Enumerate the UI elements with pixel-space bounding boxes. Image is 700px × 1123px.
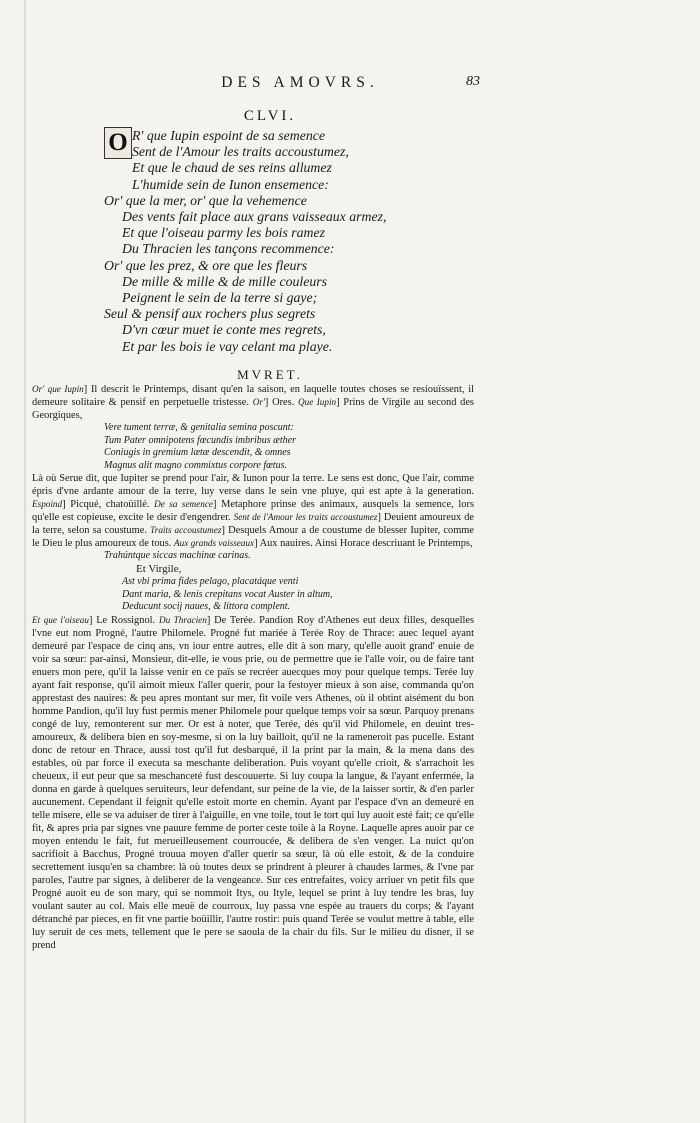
gloss: ] Ores. — [264, 397, 295, 408]
gloss: ] Le Rossignol. — [88, 614, 156, 626]
lemma: Et que l'oiseau — [32, 614, 89, 625]
verse-line: Du Thracien les tançons recommence: — [122, 241, 335, 257]
commentary-paragraph — [32, 614, 474, 952]
gloss: ] Metaphore prinse des animaux, ausquels la semence, lors qu'elle est copieuse, excite le desir d'engendrer. — [32, 499, 474, 524]
quote-line: Tum Pater omnipotens fœcundis imbribus æther — [104, 434, 296, 446]
lemma: Que Iupin — [298, 397, 337, 407]
verse-line: R' que Iupin espoint de sa semence — [132, 128, 325, 143]
quote-line: Deducunt socij naues, & littora complent. — [122, 601, 291, 613]
lemma: De sa semence — [154, 499, 213, 510]
lemma: Or' — [252, 397, 265, 407]
sonnet-number: CLVI. — [243, 108, 297, 124]
et-virgile: Et Virgile, — [136, 562, 182, 575]
verse-line: Seul & pensif aux rochers plus segrets — [104, 306, 316, 322]
quote-line: Ast vbi prima fides pelago, placatáque venti — [122, 575, 299, 587]
verse-line: Et que le chaud de ses reins allumez — [132, 160, 332, 176]
quote-line: Dant maria, & lenis crepitans vocat Auster in altum, — [122, 588, 333, 600]
commentary-title: MVRET. — [237, 367, 303, 382]
latin-quote — [32, 576, 474, 614]
gloss: ] De Terée. Pandion Roy d'Athenes eut deux filles, desquelles l'vne eut nom Progné, l'autre Philomele. Progné fut mariée à Terée Roy de Thrace: auec lequel ayant demeuré par l'espace de cinq ans, vn iour entre autres, elle dit à son mary, qu'elle auoit grand' enuie de voir sa sœur: par-ainsi, Monsieur, dit-elle, ie vous prie, ou de permettre que ie l'alle voir, ou de faire tant enuers mon pere, qu'il la laisse venir en ce païs se recréer auecques moy pour quelque temps. Terée luy ayant fait response, qu'il aimoit mieux l'aller querir, pour la festoyer mieux à son aise, commanda qu'on apprestast des nauires: & peu apres montant sur mer, fit voile vers Athenes, où il obtint aisément du bon homme Pandion, qu'il luy fust permis mener Philomele pour quelque temps voir sa sœur. Parquoy prenans congé de luy, remonterent sur mer. Or est à noter, que Terée, dés qu'il vid Philomele, en deuint tres-amoureux, & delibera bien en soy-mesme, si on la luy bailloit, qu'il ne la rameneroit pas pucelle. Estant donc de retour en Thrace, aussi tost qu'il fut desbarqué, il la print par la main, & la mena dans des estables, où par force il executa sa meschante deliberation. Puis voyant qu'elle crioit, & s'arrachoit les cheueux, il eut peur que sa meschanceté fust descouuerte. Si luy coupa la langue, & l'ayant enfermée, la donna en garde à quelques seruiteurs, leur defendant, sur peine de la vie, de la laisser sortir, & d'en parler aucunement. Cependant il feignit qu'elle estoit morte en chemin. Ayant par l'espace d'vn an demeuré en telle misere, elle se va aduiser de tirer à l'aiguille, en vne toile, tout le tort qui luy auoit esté fait; ce qu'elle fit, & apres pria par signes vne pauure femme de porter ceste toile à la Royne. Laquelle apres auoir par ce moyen entendu le fait, fut merueilleusement courroucée, & delibera de s'en venger. La nuict qu'on sacrifioit à Bacchus, Progné trouua moyen d'aller querir sa sœur, là où elle estoit, & de la conduire secrettement iusqu'en sa chambre: là où toutes deux se prindrent à pleurer à chaudes larmes, & l'vne par paroles, l'autre par signes, à deliberer de la vengeance. Sur ces entrefaites, voicy arriuer vn petit fils que Progné auoit eu de son mary, qui se nommoit Itys, ou Ityle, lequel se print à luy tendre les bras, luy voulant sauter au col. Mais elle meuë de courroux, luy passa vne espée au trauers du corps; & l'ayant détranché par pieces, en fit vne partie boüillir, l'autre rostir: puis quand Terée se voulut mettre à table, elle luy seruit de ces mets, tellement que le pere se saoula de la chair du fils. Sur le milieu du disner, il se prend — [32, 614, 475, 951]
latin-quote — [32, 422, 474, 472]
sonnet-verse — [104, 128, 564, 355]
gloss: Là où Serue dit, que Iupiter se prend pour l'air, & Iunon pour la terre. Le sens est donc, Que l'air, comme épris d'vne ardante amour de la terre, luy verse dans le sein vne pluye, qui est apte à la generation. — [32, 473, 474, 498]
lemma: Or' que Iupin — [32, 384, 84, 394]
running-header: DES AMOVRS. — [221, 74, 379, 91]
lemma: Sent de l'Amour les traits accoustumez — [233, 512, 378, 523]
verse-line: Or' que les prez, & ore que les fleurs — [104, 257, 308, 273]
quote-line: Trahúntque siccas machinæ carinas. — [104, 550, 251, 562]
quote-line: Coniugis in gremium lætæ descendit, & omnes — [104, 447, 291, 459]
verse-line: Sent de l'Amour les traits accoustumez, — [132, 144, 349, 160]
lemma: Traits accoustumez — [150, 525, 222, 536]
verse-line: Des vents fait place aux grans vaisseaux armez, — [122, 209, 387, 225]
gloss: ] Deuient amoureux de la terre, selon sa coustume. — [32, 512, 475, 537]
verse-line: Et que l'oiseau parmy les bois ramez — [122, 225, 325, 241]
verse-line: De mille & mille & de mille couleurs — [122, 273, 327, 289]
verse-line: Or' que la mer, or' que la vehemence — [104, 192, 307, 208]
gloss: ] Desquels Amour a de coustume de blesser Iupiter, comme le Dieu le plus amoureux de tous. — [32, 525, 474, 550]
verse-line: Peignent le sein de la terre si gaye; — [122, 290, 318, 306]
lemma: Aux grands vaisseaux — [174, 538, 255, 549]
drop-cap-initial: O — [104, 127, 132, 159]
quote-line: Magnus alit magno commixtus corpore fœtus. — [104, 459, 287, 471]
gloss: ] Picqué, chatoüillé. — [62, 499, 150, 511]
latin-quote — [32, 550, 474, 563]
gloss: ] Aux nauires. Ainsi Horace descriuant le Printemps, — [254, 538, 473, 550]
verse-line: D'vn cœur muet ie conte mes regrets, — [122, 322, 326, 338]
commentary-paragraph — [32, 472, 474, 550]
commentary-paragraph — [32, 383, 474, 422]
quote-line: Vere tument terræ, & genitalia semina poscunt: — [104, 422, 294, 433]
page-fold-shadow — [24, 0, 26, 1123]
gloss: ] Il descrit le Printemps, disant qu'en la saison, en laquelle toutes choses se resiouïssent, il demeure solitaire & pensif en perpetuelle tristesse. — [32, 384, 474, 408]
lemma: Du Thracien — [158, 614, 207, 625]
page-number: 83 — [466, 74, 480, 89]
verse-line: L'humide sein de Iunon ensemence: — [132, 176, 329, 192]
verse-line: Et par les bois ie vay celant ma playe. — [122, 338, 333, 354]
commentary-body — [32, 383, 474, 952]
lemma: Espoind — [32, 499, 63, 510]
gloss: ] Prins de Virgile au second des Georgiques, — [32, 397, 474, 421]
